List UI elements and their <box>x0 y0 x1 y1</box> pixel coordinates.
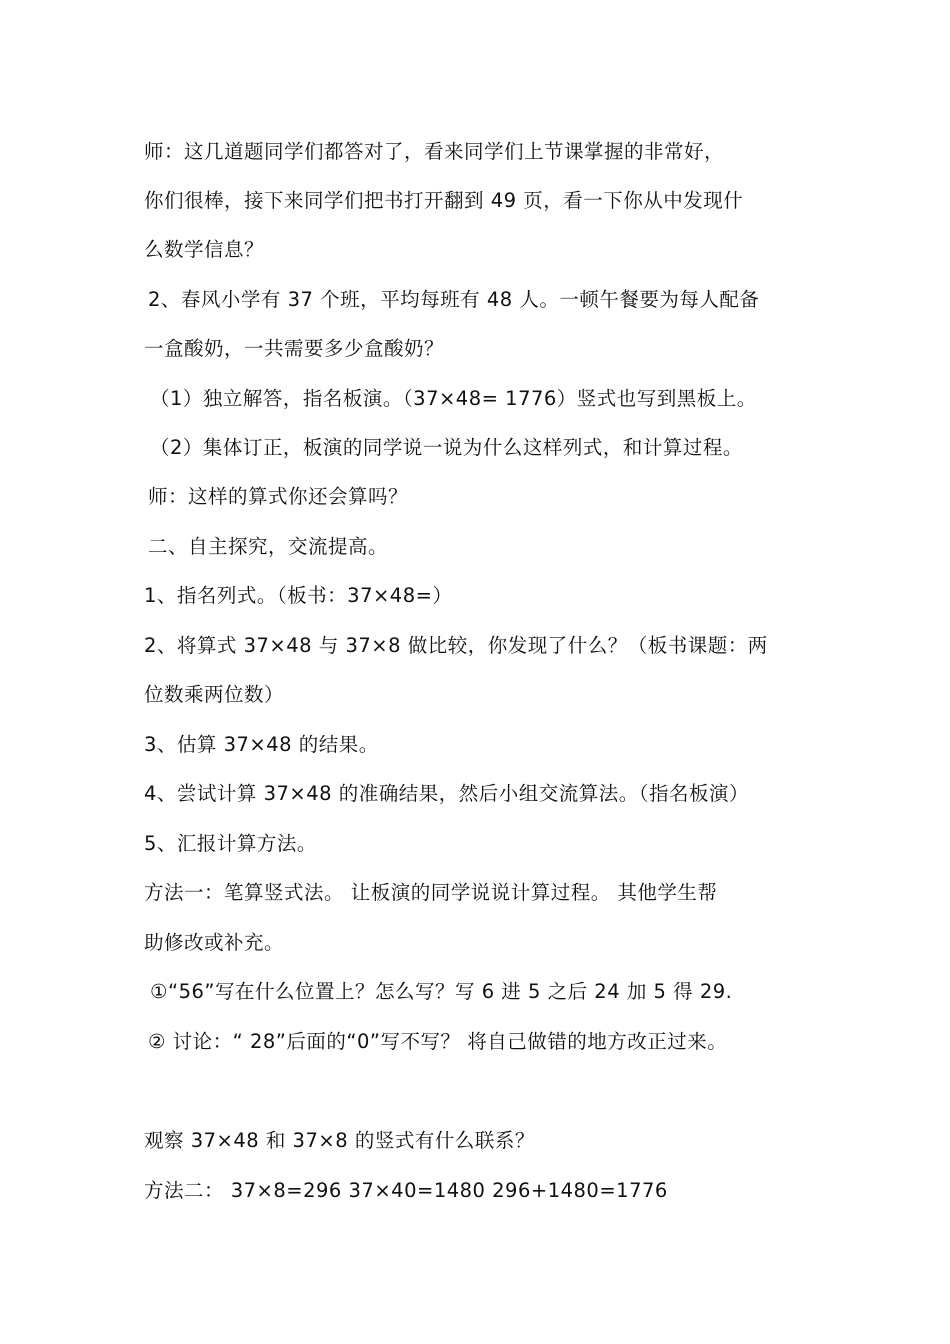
text-line: 你们很棒，接下来同学们把书打开翻到 49 页，看一下你从中发现什 <box>144 189 744 212</box>
text-line: 么数学信息？ <box>144 238 265 261</box>
text-line: 2、将算式 37×48 与 37×8 做比较，你发现了什么？（板书课题：两 <box>144 634 768 657</box>
text-line: 师：这几道题同学们都答对了，看来同学们上节课掌握的非常好， <box>144 140 725 163</box>
text-line: 方法一：笔算竖式法。 让板演的同学说说计算过程。 其他学生帮 <box>144 881 718 904</box>
text-line: 4、尝试计算 37×48 的准确结果，然后小组交流算法。（指名板演） <box>144 782 750 805</box>
section-heading: 二、自主探究，交流提高。 <box>148 535 389 558</box>
text-line: （2）集体订正，板演的同学说一说为什么这样列式，和计算过程。 <box>150 436 743 459</box>
text-line: 师：这样的算式你还会算吗？ <box>148 485 409 508</box>
text-line: ② 讨论：“ 28”后面的“0”写不写？ 将自己做错的地方改正过来。 <box>148 1030 728 1053</box>
text-line: （1）独立解答，指名板演。（37×48= 1776）竖式也写到黑板上。 <box>150 387 757 410</box>
text-line: ①“56”写在什么位置上？怎么写？写 6 进 5 之后 24 加 5 得 29. <box>150 980 733 1003</box>
text-line: 5、汇报计算方法。 <box>144 832 317 855</box>
text-line: 一盒酸奶，一共需要多少盒酸奶？ <box>144 337 445 360</box>
text-line: 助修改或补充。 <box>144 931 285 954</box>
text-line: 观察 37×48 和 37×8 的竖式有什么联系？ <box>144 1129 535 1152</box>
text-line: 1、指名列式。（板书：37×48=） <box>144 584 453 607</box>
text-line: 3、估算 37×48 的结果。 <box>144 733 379 756</box>
text-line: 2、春风小学有 37 个班，平均每班有 48 人。一顿午餐要为每人配备 <box>148 288 760 311</box>
text-line: 位数乘两位数） <box>144 683 285 706</box>
text-line: 方法二： 37×8=296 37×40=1480 296+1480=1776 <box>144 1179 668 1202</box>
